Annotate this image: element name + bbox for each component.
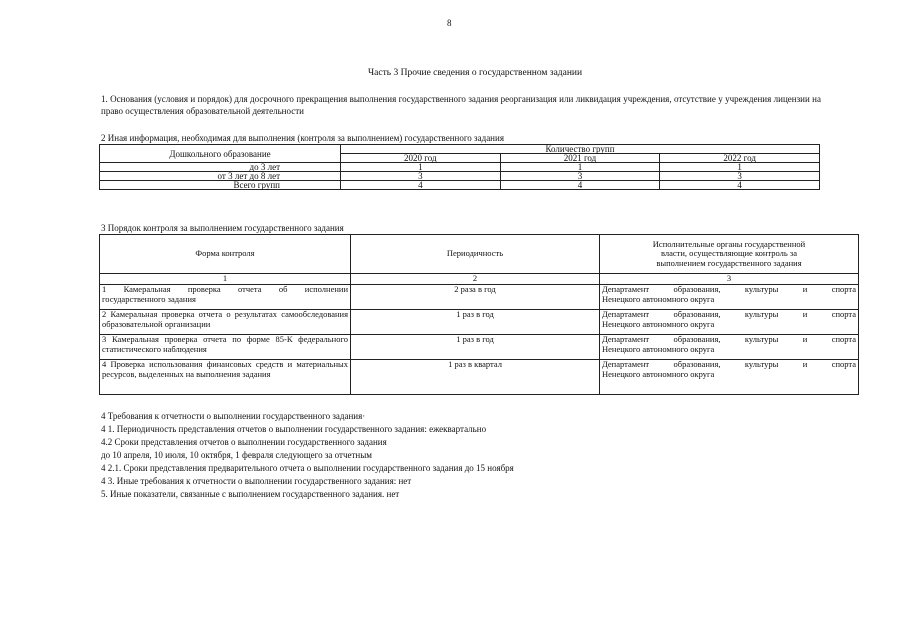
- header-period: Периодичность: [351, 235, 600, 274]
- section-3-title: 3 Порядок контроля за выполнением государственного задания: [101, 223, 344, 233]
- form-text: статистического наблюдения: [102, 343, 207, 354]
- org-text: Ненецкого автономного округа: [602, 368, 715, 379]
- form-text: ресурсов, выделенных на выполнения задания: [102, 368, 271, 379]
- org-text: Ненецкого автономного округа: [602, 293, 715, 304]
- section-1-text: 1. Основания (условия и порядок) для досрочного прекращения выполнения государственного задания реорганизация или ликвидация учреждения, отсутствие у учреждения лицензии на право осуществления образовательной деятельности: [101, 94, 821, 116]
- org-text: Ненецкого автономного округа: [602, 318, 715, 329]
- section-4-line: 4 Требования к отчетности о выполнении государственного задания·: [101, 411, 366, 421]
- form-text: образовательной организации: [102, 318, 211, 329]
- groups-count-header: Количество групп: [341, 145, 820, 154]
- header-form: Форма контроля: [100, 235, 351, 274]
- org-text: Департамент образования, культуры и спорта: [602, 359, 856, 369]
- section-5-line: 5. Иные показатели, связанные с выполнением государственного задания. нет: [101, 489, 400, 499]
- page-number: 8: [447, 18, 452, 28]
- row-label: Всего групп: [100, 181, 341, 190]
- table-row: [100, 163, 820, 172]
- org-text: Департамент образования, культуры и спорта: [602, 284, 856, 294]
- cell-value: 4: [500, 181, 660, 190]
- form-text: 4 Проверка использования финансовых средств и материальных: [102, 359, 348, 369]
- control-table: [99, 234, 859, 395]
- form-text: 3 Камеральная проверка отчета по форме 85-К федерального: [102, 334, 348, 344]
- cell-value: 3: [660, 172, 820, 181]
- cell-value: 1: [341, 163, 501, 172]
- form-text: государственного задания: [102, 293, 196, 304]
- org-text: Департамент образования, культуры и спорта: [602, 309, 856, 319]
- table-row: [100, 181, 820, 190]
- year-header: 2021 год: [500, 154, 660, 163]
- section-4-line: 4.2 Сроки представления отчетов о выполнении государственного задания: [101, 437, 387, 447]
- form-text: 1 Камеральная проверка отчета об исполнении: [102, 284, 348, 294]
- cell-value: 3: [341, 172, 501, 181]
- year-header: 2022 год: [660, 154, 820, 163]
- form-text: 2 Камеральная проверка отчета о результатах самообследования: [102, 309, 348, 319]
- row-label: от 3 лет до 8 лет: [100, 172, 341, 181]
- table-row: [100, 335, 859, 360]
- period-text: 2 раза в год: [351, 285, 600, 310]
- cell-value: 1: [500, 163, 660, 172]
- cell-value: 1: [660, 163, 820, 172]
- part-title: Часть 3 Прочие сведения о государственном задании: [368, 68, 583, 78]
- period-text: 1 раз в год: [351, 335, 600, 360]
- year-header: 2020 год: [341, 154, 501, 163]
- section-4-line: 4 2.1. Сроки представления предварительного отчета о выполнении государственного задания до 15 ноября: [101, 463, 514, 473]
- org-text: Департамент образования, культуры и спорта: [602, 334, 856, 344]
- section-4-line: 4 1. Периодичность представления отчетов о выполнении государственного задания: ежеквартально: [101, 424, 487, 434]
- cell-value: 3: [500, 172, 660, 181]
- section-4-line: до 10 апреля, 10 июля, 10 октября, 1 февраля следующего за отчетным: [101, 450, 372, 460]
- groups-table: [99, 144, 820, 190]
- col-number: 2: [351, 274, 600, 285]
- table-row: [100, 360, 859, 395]
- cell-value: 4: [660, 181, 820, 190]
- cell-value: 4: [341, 181, 501, 190]
- col-number: 3: [600, 274, 859, 285]
- period-text: 1 раз в квартал: [351, 360, 600, 395]
- header-org: Исполнительные органы государственной власти, осуществляющие контроль за выполнением государственного задания: [600, 235, 859, 274]
- table-row: [100, 172, 820, 181]
- groups-col1-header: Дошкольного образование: [100, 145, 341, 163]
- table-row: [100, 285, 859, 310]
- row-label: до 3 лет: [100, 163, 341, 172]
- table-row: [100, 310, 859, 335]
- period-text: 1 раз в год: [351, 310, 600, 335]
- section-4-line: 4 3. Иные требования к отчетности о выполнении государственного задания: нет: [101, 476, 412, 486]
- section-2-title: 2 Иная информация, необходимая для выполнения (контроля за выполнением) государственного задания: [101, 133, 504, 143]
- col-number: 1: [100, 274, 351, 285]
- org-text: Ненецкого автономного округа: [602, 343, 715, 354]
